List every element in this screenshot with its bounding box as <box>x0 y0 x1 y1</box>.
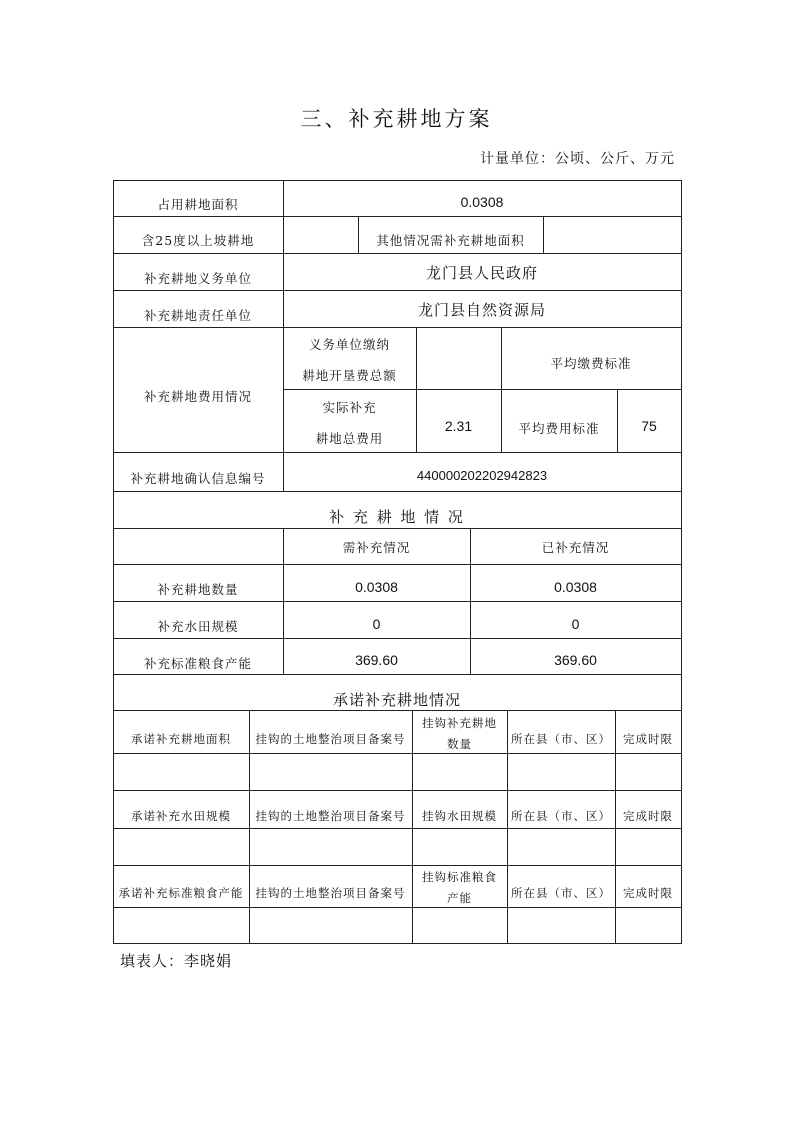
promise-link-label-a: 挂钩补充耕地 <box>422 716 497 730</box>
confirm-value: 440000202202942823 <box>416 468 548 483</box>
promise-county-label: 所在县（市、区） <box>511 809 611 823</box>
promise-county-label: 所在县（市、区） <box>511 732 611 746</box>
duty-unit-value: 龙门县人民政府 <box>425 264 538 282</box>
promise-link-label-a: 挂钩水田规模 <box>422 809 497 823</box>
situation-row-label: 补充耕地数量 <box>157 582 239 597</box>
cost-row2-value: 2.31 <box>444 418 473 434</box>
situation-row-done: 0 <box>571 616 580 632</box>
cost-row2-std-value: 75 <box>641 418 657 434</box>
promise-link-label-b: 产能 <box>447 891 472 905</box>
cost-label: 补充耕地费用情况 <box>143 389 252 404</box>
promise-link-label-b: 数量 <box>447 737 472 751</box>
situation-row-need: 0 <box>372 616 381 632</box>
situation-row-need: 369.60 <box>355 652 398 668</box>
promise-county-label: 所在县（市、区） <box>511 886 611 900</box>
promise-deadline-label: 完成时限 <box>623 732 673 746</box>
cost-row2-label-b: 耕地总费用 <box>315 431 384 446</box>
promise-header: 承诺补充耕地情况 <box>332 691 461 709</box>
situation-header: 补 充 耕 地 情 况 <box>329 508 465 526</box>
cost-row2-label-a: 实际补充 <box>322 400 377 415</box>
promise-link-label-a: 挂钩标准粮食 <box>422 870 497 884</box>
col-done-header: 已补充情况 <box>541 540 610 555</box>
situation-row-done: 0.0308 <box>554 579 597 595</box>
situation-row-done: 369.60 <box>554 652 597 668</box>
cost-row1-label-b: 耕地开垦费总额 <box>302 368 397 383</box>
cost-row1-std-label: 平均缴费标准 <box>550 356 632 371</box>
cost-row2-std-label: 平均费用标准 <box>518 421 600 436</box>
occupy-label: 占用耕地面积 <box>157 197 239 212</box>
other-area-label: 其他情况需补充耕地面积 <box>376 233 525 248</box>
promise-project-label: 挂钩的土地整治项目备案号 <box>255 809 406 823</box>
page-title: 三、补充耕地方案 <box>300 107 493 131</box>
filler-name: 填表人：李晓娟 <box>120 952 233 970</box>
promise-area-label: 承诺补充耕地面积 <box>131 732 231 746</box>
promise-project-label: 挂钩的土地整治项目备案号 <box>255 732 406 746</box>
promise-grain-label: 承诺补充标准粮食产能 <box>118 886 244 900</box>
cost-row1-label-a: 义务单位缴纳 <box>308 337 390 352</box>
duty-unit-label: 补充耕地义务单位 <box>143 271 252 286</box>
promise-deadline-label: 完成时限 <box>623 886 673 900</box>
promise-paddy-label: 承诺补充水田规模 <box>131 809 231 823</box>
confirm-label: 补充耕地确认信息编号 <box>130 471 266 486</box>
unit-label: 计量单位：公顷、公斤、万元 <box>480 151 675 167</box>
occupy-value: 0.0308 <box>460 194 504 210</box>
situation-row-need: 0.0308 <box>355 579 398 595</box>
promise-deadline-label: 完成时限 <box>623 809 673 823</box>
col-need-header: 需补充情况 <box>342 540 411 555</box>
situation-row-label: 补充标准粮食产能 <box>143 656 252 671</box>
situation-row-label: 补充水田规模 <box>157 619 239 634</box>
slope-label: 含25度以上坡耕地 <box>141 233 255 248</box>
resp-unit-value: 龙门县自然资源局 <box>417 301 546 319</box>
resp-unit-label: 补充耕地责任单位 <box>143 308 252 323</box>
promise-project-label: 挂钩的土地整治项目备案号 <box>255 886 406 900</box>
